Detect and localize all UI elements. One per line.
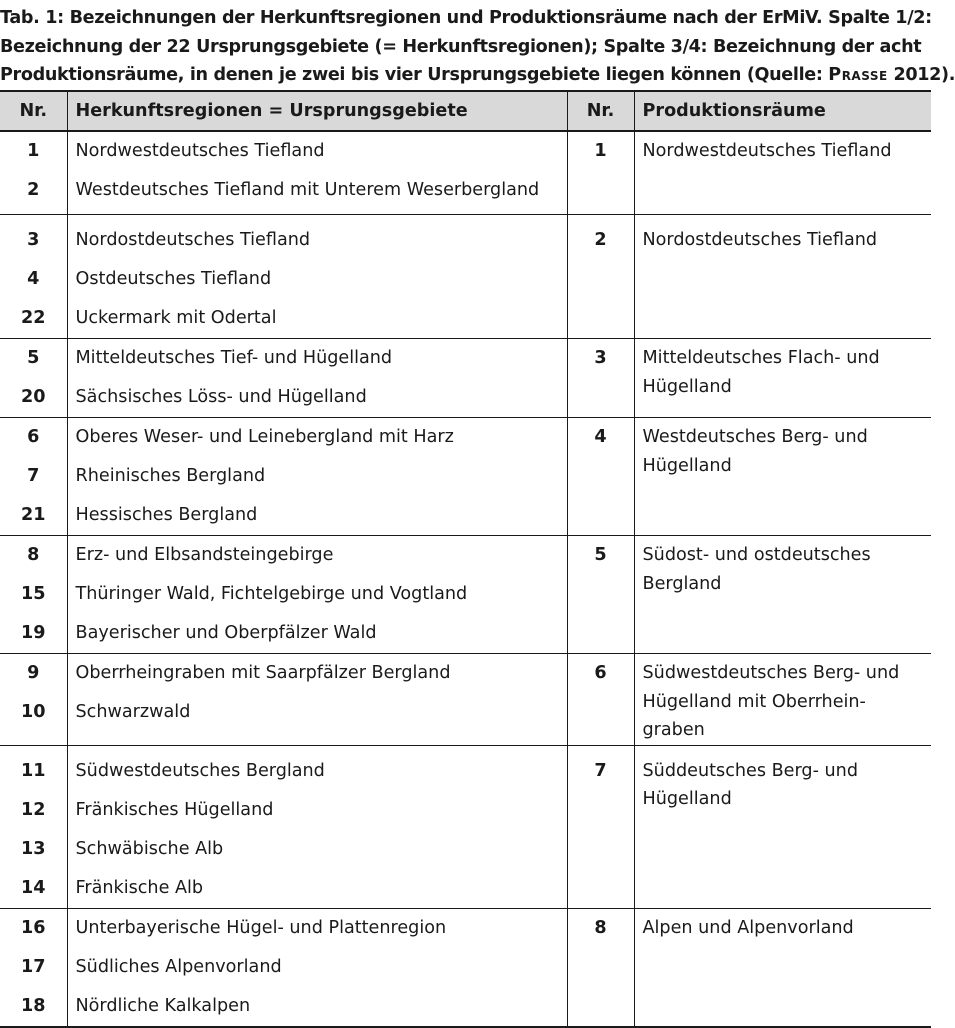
production-name: Westdeutsches Berg- und Hügelland bbox=[634, 418, 931, 536]
region-number-cell bbox=[0, 654, 67, 746]
table-caption bbox=[0, 4, 955, 90]
production-number: 6 bbox=[567, 654, 634, 746]
region-name: Uckermark mit Odertal bbox=[75, 308, 277, 328]
region-name: Nordostdeutsches Tiefland bbox=[75, 230, 311, 250]
table-row bbox=[0, 745, 931, 908]
region-number-cell bbox=[0, 339, 67, 418]
region-name: Südwestdeutsches Bergland bbox=[75, 760, 325, 781]
region-name-cell bbox=[67, 339, 567, 418]
caption-line bbox=[0, 61, 955, 90]
region-name: Fränkisches Hügelland bbox=[75, 799, 274, 820]
region-number: 6 bbox=[27, 427, 40, 447]
region-name: Rheinisches Bergland bbox=[75, 466, 266, 486]
caption-author: Prasse bbox=[828, 65, 888, 85]
region-number: 19 bbox=[21, 623, 46, 643]
region-name: Erz- und Elbsandsteingebirge bbox=[75, 545, 334, 565]
table-row bbox=[0, 215, 931, 339]
region-name: Schwäbische Alb bbox=[75, 838, 224, 859]
region-name: Hessisches Bergland bbox=[75, 505, 258, 525]
region-number: 5 bbox=[27, 348, 40, 368]
region-number-cell bbox=[0, 215, 67, 339]
region-number: 14 bbox=[21, 877, 46, 898]
region-number: 9 bbox=[27, 663, 40, 683]
caption-text: 2012). bbox=[887, 65, 955, 85]
region-name-cell bbox=[67, 418, 567, 536]
region-number: 16 bbox=[21, 917, 46, 938]
production-name: Nordwestdeutsches Tiefland bbox=[634, 131, 931, 215]
region-number-cell bbox=[0, 745, 67, 908]
table-row bbox=[0, 536, 931, 654]
caption-text: Produktionsräume, in denen je zwei bis vier Ursprungsgebiete liegen können (Quelle: bbox=[0, 65, 829, 85]
production-name: Südost- und ostdeutsches Bergland bbox=[634, 536, 931, 654]
region-number: 7 bbox=[27, 466, 40, 486]
table-header-row bbox=[0, 91, 931, 131]
table-row bbox=[0, 131, 931, 215]
region-name: Westdeutsches Tiefland mit Unterem Weserbergland bbox=[75, 180, 540, 200]
region-number: 10 bbox=[21, 702, 46, 722]
region-number: 11 bbox=[21, 760, 46, 781]
region-name-cell bbox=[67, 215, 567, 339]
production-name: Mitteldeutsches Flach- und Hügelland bbox=[634, 339, 931, 418]
region-name: Nördliche Kalkalpen bbox=[75, 995, 251, 1016]
header-nr-produktion: Nr. bbox=[567, 91, 634, 131]
production-name: Südwestdeutsches Berg- und Hügelland mit Oberrhein- graben bbox=[634, 654, 931, 746]
production-number: 7 bbox=[567, 745, 634, 908]
region-number: 12 bbox=[21, 799, 46, 820]
region-name: Oberes Weser- und Leinebergland mit Harz bbox=[75, 427, 454, 447]
region-name-cell bbox=[67, 908, 567, 1027]
region-name: Thüringer Wald, Fichtelgebirge und Vogtland bbox=[75, 584, 468, 604]
table-row bbox=[0, 418, 931, 536]
region-name: Ostdeutsches Tiefland bbox=[75, 269, 272, 289]
production-name: Nordostdeutsches Tiefland bbox=[634, 215, 931, 339]
region-name: Südliches Alpenvorland bbox=[75, 956, 282, 977]
region-name-cell bbox=[67, 131, 567, 215]
production-number: 2 bbox=[567, 215, 634, 339]
header-herkunftsregionen: Herkunftsregionen = Ursprungsgebiete bbox=[67, 91, 567, 131]
region-name-cell bbox=[67, 654, 567, 746]
header-produktionsraeume: Produktionsräume bbox=[634, 91, 931, 131]
table-row bbox=[0, 654, 931, 746]
region-number: 2 bbox=[27, 180, 40, 200]
table-row bbox=[0, 339, 931, 418]
region-number-cell bbox=[0, 536, 67, 654]
production-number: 4 bbox=[567, 418, 634, 536]
production-name: Alpen und Alpenvorland bbox=[634, 908, 931, 1027]
region-number: 21 bbox=[21, 505, 46, 525]
production-number: 1 bbox=[567, 131, 634, 215]
region-number: 13 bbox=[21, 838, 46, 859]
region-number: 20 bbox=[21, 387, 46, 407]
region-number-cell bbox=[0, 131, 67, 215]
region-name: Mitteldeutsches Tief- und Hügelland bbox=[75, 348, 393, 368]
production-name: Süddeutsches Berg- und Hügelland bbox=[634, 745, 931, 908]
regions-table bbox=[0, 90, 931, 1028]
region-name: Bayerischer und Oberpfälzer Wald bbox=[75, 623, 377, 643]
region-name: Fränkische Alb bbox=[75, 877, 204, 898]
region-number: 1 bbox=[27, 141, 40, 161]
region-number-cell bbox=[0, 908, 67, 1027]
region-name: Oberrheingraben mit Saarpfälzer Bergland bbox=[75, 663, 451, 683]
region-name: Unterbayerische Hügel- und Plattenregion bbox=[75, 917, 447, 938]
production-number: 5 bbox=[567, 536, 634, 654]
region-number: 8 bbox=[27, 545, 40, 565]
region-number: 15 bbox=[21, 584, 46, 604]
caption-line: Bezeichnung der 22 Ursprungsgebiete (= Herkunftsregionen); Spalte 3/4: Bezeichnung der acht bbox=[0, 36, 922, 57]
region-name-cell bbox=[67, 745, 567, 908]
region-number: 3 bbox=[27, 230, 40, 250]
header-nr-herkunft: Nr. bbox=[0, 91, 67, 131]
region-number: 18 bbox=[21, 995, 46, 1016]
table-body bbox=[0, 131, 931, 1027]
region-name: Schwarzwald bbox=[75, 702, 191, 722]
region-name: Nordwestdeutsches Tiefland bbox=[75, 141, 325, 161]
caption-line: Tab. 1: Bezeichnungen der Herkunftsregionen und Produktionsräume nach der ErMiV. Spalte 1/2: bbox=[0, 8, 932, 28]
region-name-cell bbox=[67, 536, 567, 654]
production-number: 3 bbox=[567, 339, 634, 418]
region-number: 17 bbox=[21, 956, 46, 977]
region-name: Sächsisches Löss- und Hügelland bbox=[75, 387, 367, 407]
region-number-cell bbox=[0, 418, 67, 536]
region-number: 22 bbox=[21, 308, 46, 328]
production-number: 8 bbox=[567, 908, 634, 1027]
table-row bbox=[0, 908, 931, 1027]
region-number: 4 bbox=[27, 269, 40, 289]
